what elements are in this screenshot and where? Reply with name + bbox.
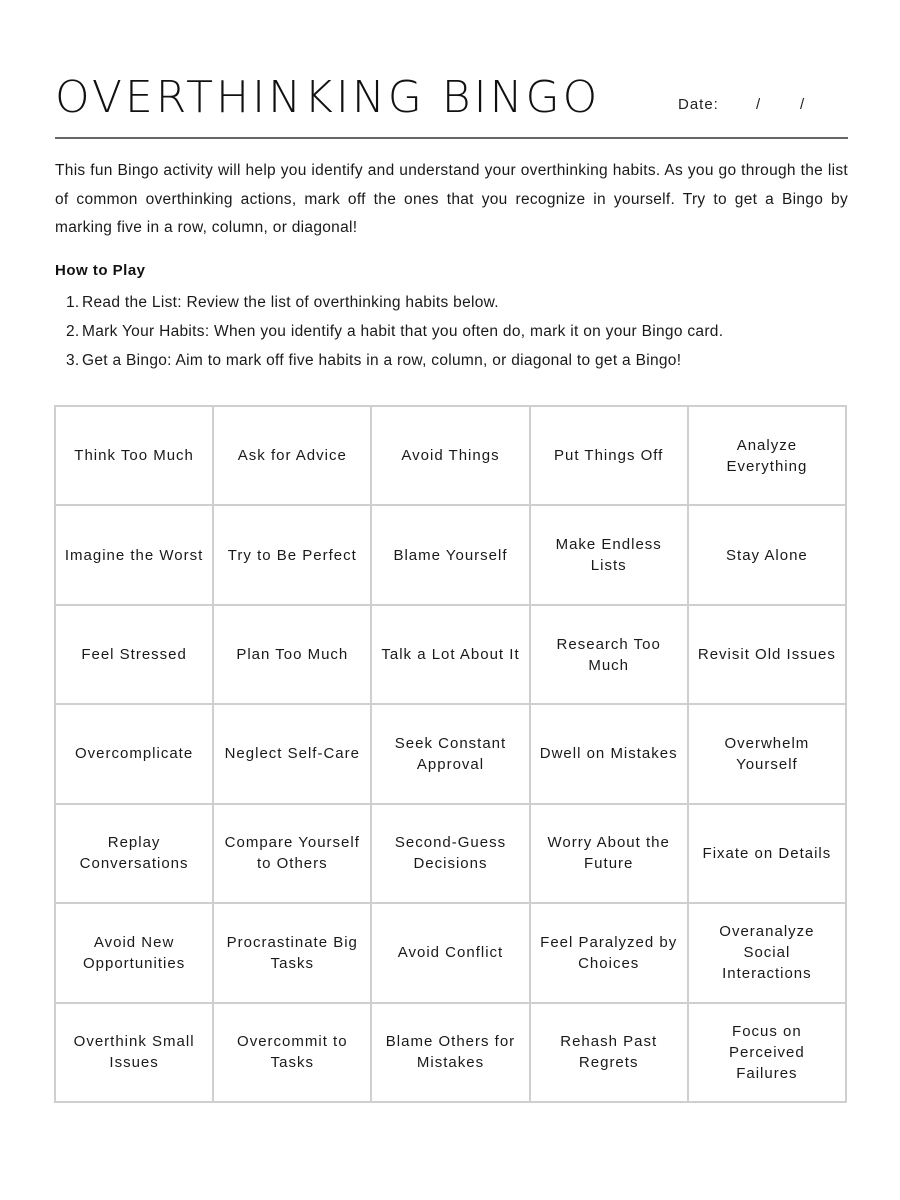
title-divider — [55, 137, 848, 139]
step-item — [66, 290, 723, 319]
step-number: 3. — [66, 352, 80, 369]
bingo-cell[interactable]: Avoid Conflict — [371, 903, 529, 1002]
step-text: Mark Your Habits: When you identify a habit that you often do, mark it on your Bingo card. — [82, 323, 724, 340]
date-field — [678, 96, 806, 113]
bingo-cell[interactable]: Blame Yourself — [371, 505, 529, 604]
bingo-cell[interactable]: Blame Others for Mistakes — [371, 1003, 529, 1102]
bingo-cell[interactable]: Focus on Perceived Failures — [688, 1003, 846, 1102]
how-to-play-heading: How to Play — [55, 262, 146, 279]
step-number: 1. — [66, 294, 80, 311]
bingo-cell[interactable]: Try to Be Perfect — [213, 505, 371, 604]
bingo-cell[interactable]: Dwell on Mistakes — [530, 704, 688, 803]
bingo-cell[interactable]: Worry About the Future — [530, 804, 688, 903]
bingo-cell[interactable]: Replay Conversations — [55, 804, 213, 903]
step-text: Read the List: Review the list of overthinking habits below. — [82, 294, 499, 311]
bingo-card — [54, 405, 847, 1103]
step-number: 2. — [66, 323, 80, 340]
bingo-cell[interactable]: Plan Too Much — [213, 605, 371, 704]
bingo-cell[interactable]: Put Things Off — [530, 406, 688, 505]
step-item — [66, 348, 723, 377]
bingo-cell[interactable]: Compare Yourself to Others — [213, 804, 371, 903]
bingo-cell[interactable]: Research Too Much — [530, 605, 688, 704]
date-label: Date: — [678, 96, 719, 113]
bingo-cell[interactable]: Imagine the Worst — [55, 505, 213, 604]
bingo-cell[interactable]: Seek Constant Approval — [371, 704, 529, 803]
bingo-cell[interactable]: Overwhelm Yourself — [688, 704, 846, 803]
bingo-cell[interactable]: Avoid Things — [371, 406, 529, 505]
bingo-cell[interactable]: Overcommit to Tasks — [213, 1003, 371, 1102]
step-text: Get a Bingo: Aim to mark off five habits in a row, column, or diagonal to get a Bingo! — [82, 352, 682, 369]
bingo-cell[interactable]: Second-Guess Decisions — [371, 804, 529, 903]
bingo-cell[interactable]: Overcomplicate — [55, 704, 213, 803]
bingo-cell[interactable]: Stay Alone — [688, 505, 846, 604]
bingo-cell[interactable]: Procrastinate Big Tasks — [213, 903, 371, 1002]
date-separator: / — [800, 96, 806, 113]
bingo-cell[interactable]: Feel Paralyzed by Choices — [530, 903, 688, 1002]
bingo-cell[interactable]: Overanalyze Social Interactions — [688, 903, 846, 1002]
bingo-cell[interactable]: Fixate on Details — [688, 804, 846, 903]
how-to-play-steps — [66, 290, 723, 377]
bingo-cell[interactable]: Neglect Self-Care — [213, 704, 371, 803]
page-title: OVERTHINKING BINGO — [55, 72, 601, 123]
bingo-cell[interactable]: Rehash Past Regrets — [530, 1003, 688, 1102]
step-item — [66, 319, 723, 348]
bingo-cell[interactable]: Make Endless Lists — [530, 505, 688, 604]
date-separator: / — [756, 96, 762, 113]
bingo-cell[interactable]: Ask for Advice — [213, 406, 371, 505]
bingo-cell[interactable]: Overthink Small Issues — [55, 1003, 213, 1102]
bingo-cell[interactable]: Avoid New Opportunities — [55, 903, 213, 1002]
bingo-cell[interactable]: Feel Stressed — [55, 605, 213, 704]
bingo-cell[interactable]: Revisit Old Issues — [688, 605, 846, 704]
bingo-cell[interactable]: Talk a Lot About It — [371, 605, 529, 704]
bingo-cell[interactable]: Think Too Much — [55, 406, 213, 505]
intro-paragraph: This fun Bingo activity will help you identify and understand your overthinking habits. As you go through the list of common overthinking actions, mark off the ones that you recognize in yourself. Try to get a Bingo by marking five in a row, column, or diagonal! — [55, 162, 848, 236]
bingo-cell[interactable]: Analyze Everything — [688, 406, 846, 505]
